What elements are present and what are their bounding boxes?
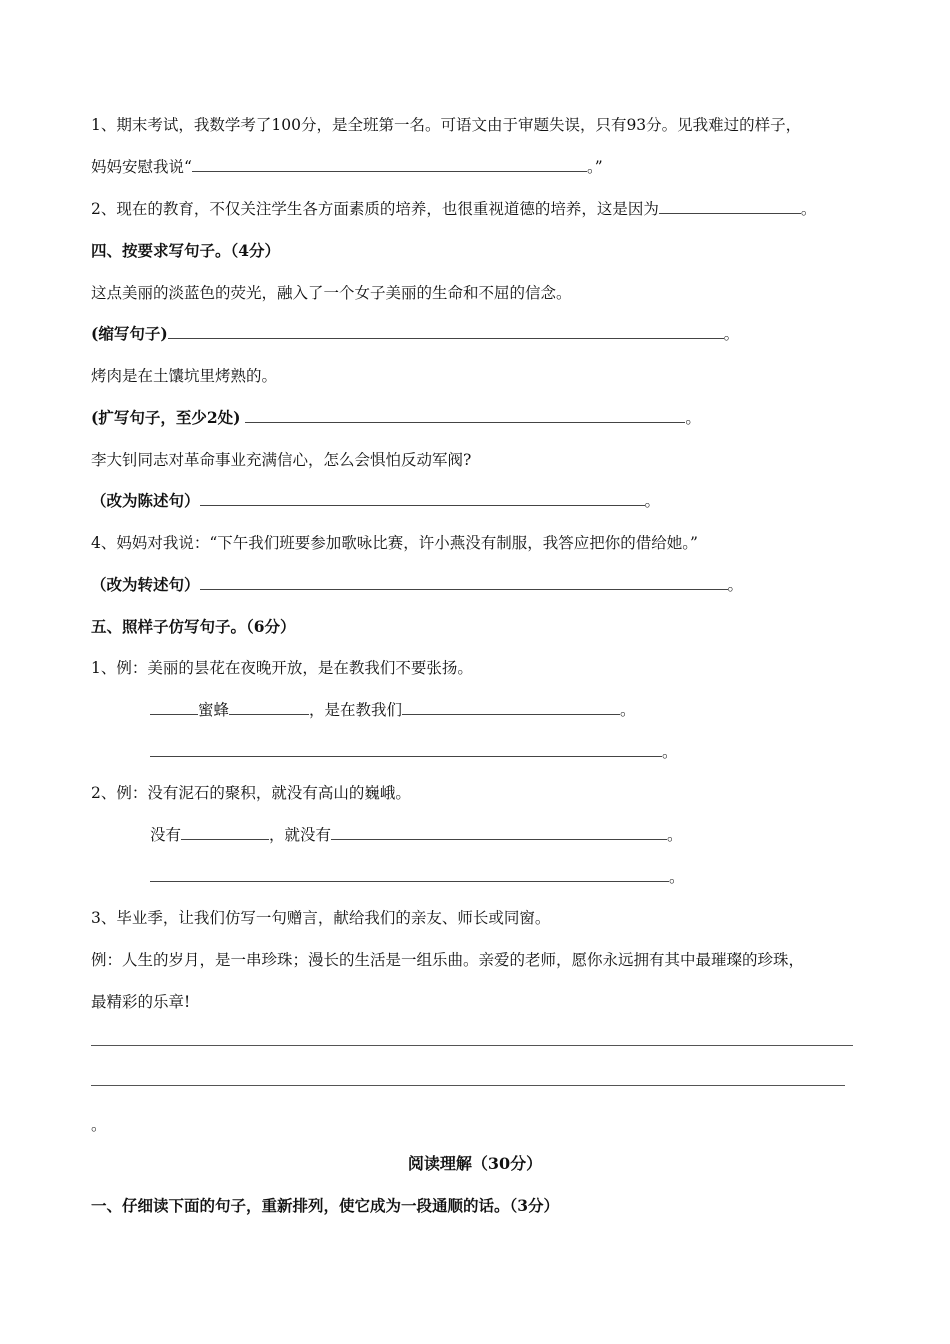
section5-example3: 3、毕业季，让我们仿写一句赠言，献给我们的亲友、师长或同窗。 — [91, 909, 551, 927]
reading-q1: 一、仔细读下面的句子，重新排列，使它成为一段通顺的话。（3分） — [91, 1196, 560, 1215]
answer-blank[interactable] — [192, 156, 587, 172]
answer-blank[interactable] — [181, 824, 269, 840]
answer-line[interactable] — [91, 1085, 845, 1086]
bee-word: 蜜蜂 — [198, 701, 230, 719]
section5-answer2-line1: 没有 ，就没有 。 — [150, 826, 683, 844]
q3-item1-line1: 1、期末考试，我数学考了100分，是全班第一名。可语文由于审题失误，只有93分。见我难过的样子， — [91, 116, 802, 134]
answer-blank[interactable] — [150, 866, 669, 882]
section5-example1: 1、例：美丽的昙花在夜晚开放，是在教我们不要张扬。 — [91, 659, 473, 677]
declarative-label: （改为陈述句） — [91, 491, 200, 510]
section4-answer2: (扩写句子，至少2处) 。 — [91, 408, 701, 427]
answer-blank[interactable] — [331, 824, 667, 840]
answer-period: 。 — [91, 1116, 107, 1134]
section4-sentence4: 4、妈妈对我说：“下午我们班要参加歌咏比赛，许小燕没有制服，我答应把你的借给她。” — [91, 534, 698, 552]
section4-sentence1: 这点美丽的淡蓝色的荧光，融入了一个女子美丽的生命和不屈的信念。 — [91, 284, 572, 302]
q3-item1-line2 — [91, 156, 603, 178]
answer-blank[interactable] — [200, 574, 728, 590]
indirect-speech-label: （改为转述句） — [91, 575, 200, 594]
expand-label: (扩写句子，至少2处) — [91, 408, 241, 427]
section4-heading: 四、按要求写句子。（4分） — [91, 241, 281, 260]
answer-blank[interactable] — [200, 490, 645, 506]
answer-blank[interactable] — [150, 741, 662, 757]
q3-item2 — [91, 198, 816, 220]
answer-blank[interactable] — [150, 699, 198, 715]
answer-blank[interactable] — [229, 699, 309, 715]
section5-example3-text-line1: 例：人生的岁月，是一串珍珠；漫长的生活是一组乐曲。亲爱的老师，愿你永远拥有其中最璀璨的珍珠， — [91, 951, 805, 969]
section5-answer1-line2: 。 — [150, 741, 678, 763]
section4-sentence2: 烤肉是在土馕坑里烤熟的。 — [91, 367, 278, 385]
answer-blank[interactable] — [402, 699, 620, 715]
section4-answer1: (缩写句子) 。 — [91, 324, 740, 343]
section5-example3-text-line2: 最精彩的乐章! — [91, 993, 191, 1011]
section5-answer1-line1: 蜜蜂 ，是在教我们 。 — [150, 699, 636, 721]
section4-sentence3: 李大钊同志对革命事业充满信心，怎么会惧怕反动军阀? — [91, 451, 472, 469]
answer-blank[interactable] — [659, 198, 801, 214]
q3-item2-suffix: 。 — [800, 200, 817, 218]
q3-item1-prefix: 妈妈安慰我说“ — [91, 158, 192, 176]
answer-line[interactable] — [91, 1045, 853, 1046]
q3-item1-suffix: 。” — [586, 158, 603, 176]
section5-example2: 2、例：没有泥石的聚积，就没有高山的巍峨。 — [91, 784, 411, 802]
condense-label: (缩写句子) — [91, 324, 168, 343]
section4-answer4: （改为转述句） 。 — [91, 575, 744, 594]
q3-item2-prefix: 2、现在的教育，不仅关注学生各方面素质的培养，也很重视道德的培养，这是因为 — [91, 200, 659, 218]
answer-blank[interactable] — [168, 323, 724, 339]
section5-answer2-line2: 。 — [150, 866, 685, 888]
reading-title: 阅读理解（30分） — [407, 1154, 543, 1173]
section4-answer3: （改为陈述句） 。 — [91, 491, 661, 510]
answer-blank[interactable] — [245, 407, 685, 423]
section5-heading: 五、照样子仿写句子。（6分） — [91, 617, 296, 636]
